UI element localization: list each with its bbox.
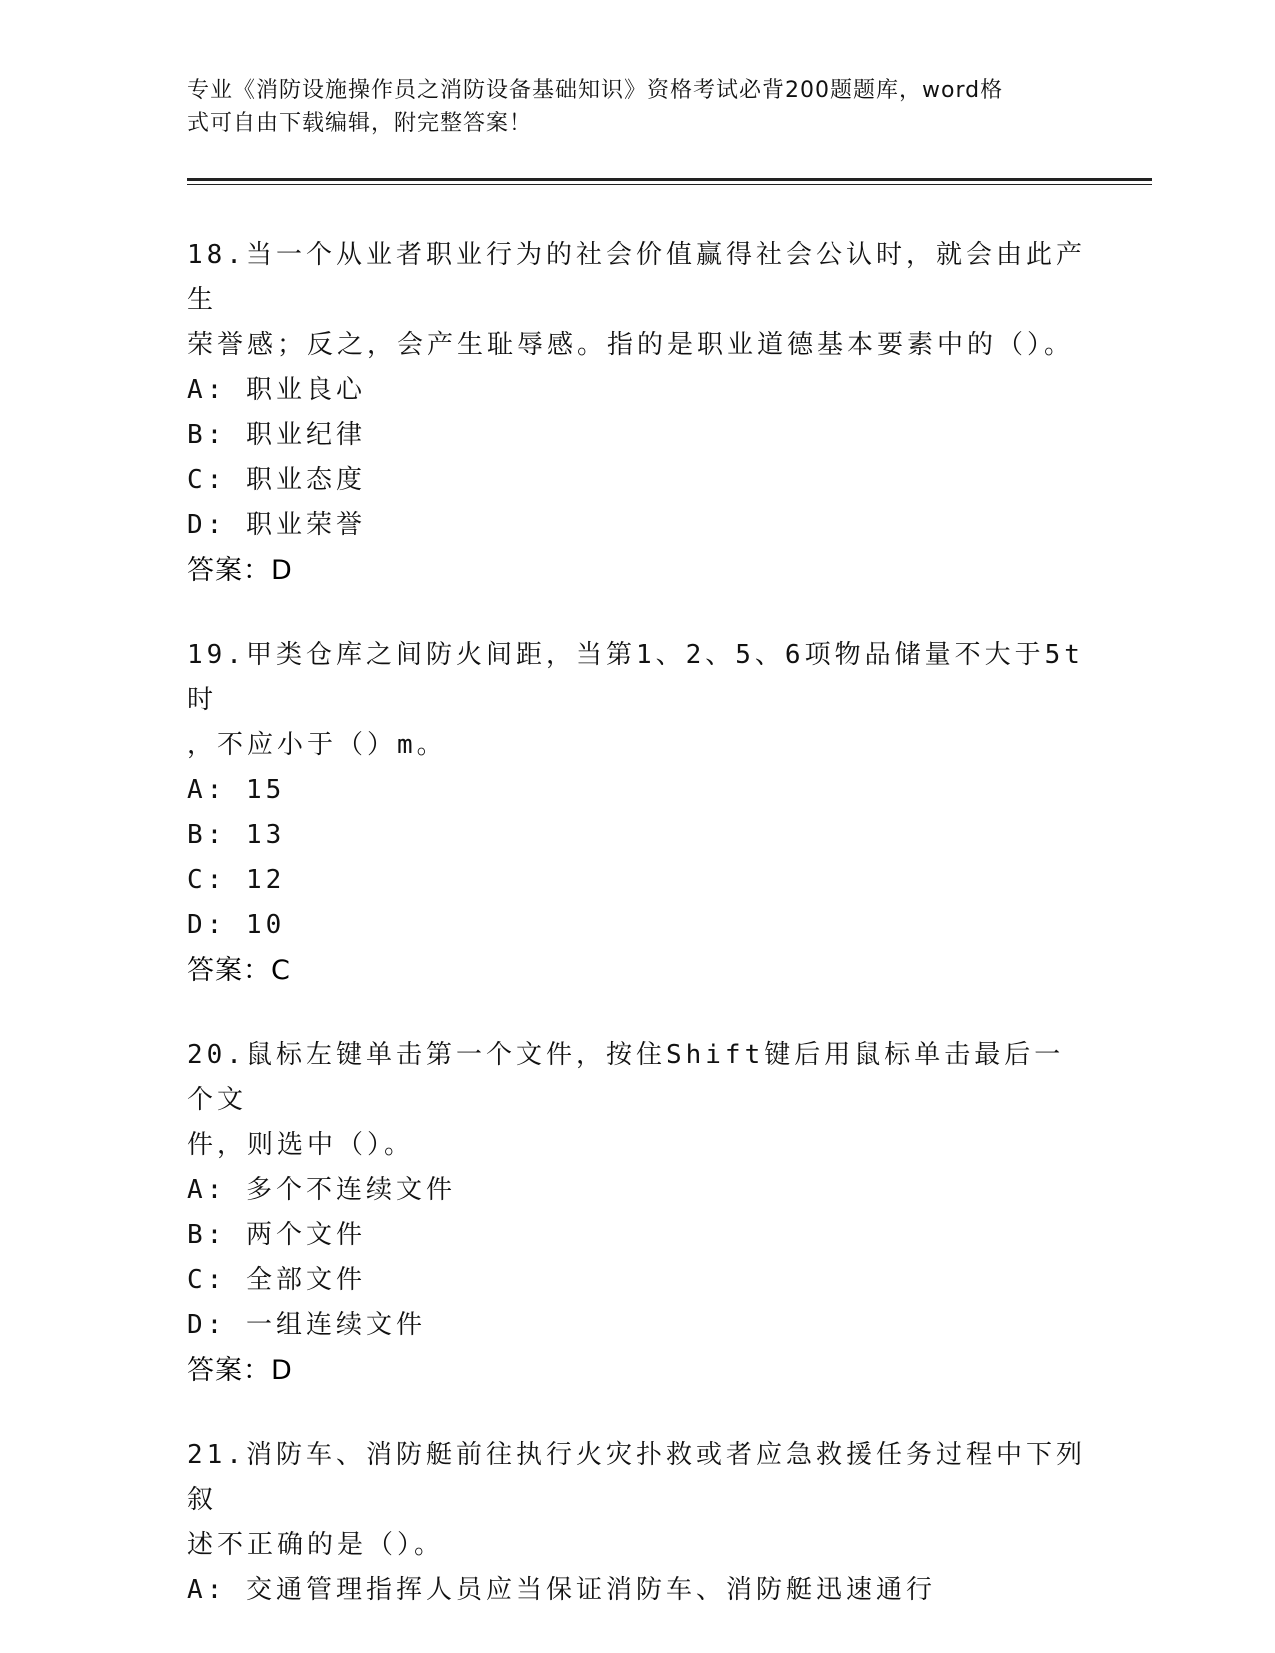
option-c: C: 全部文件: [187, 1265, 366, 1295]
option-b: B: 13: [187, 820, 286, 850]
question-19: [187, 633, 1087, 993]
question-text-line: ，不应小于（）m。: [187, 730, 447, 760]
answer: 答案：D: [187, 555, 293, 586]
question-text-line: 件，则选中（）。: [187, 1130, 415, 1160]
document-header: [187, 74, 1067, 140]
option-c: C: 12: [187, 865, 286, 895]
question-20: [187, 1033, 1087, 1393]
option-a: A: 交通管理指挥人员应当保证消防车、消防艇迅速通行: [187, 1575, 936, 1605]
option-c: C: 职业态度: [187, 465, 366, 495]
option-a: A: 多个不连续文件: [187, 1175, 456, 1205]
answer: 答案：D: [187, 1355, 293, 1386]
question-text-line: 21.消防车、消防艇前往执行火灾扑救或者应急救援任务过程中下列叙: [187, 1440, 1086, 1515]
option-b: B: 职业纪律: [187, 420, 366, 450]
option-b: B: 两个文件: [187, 1220, 366, 1250]
option-d: D: 10: [187, 910, 286, 940]
question-text: [187, 233, 1087, 368]
header-divider-thick: [187, 178, 1152, 181]
option-d: D: 职业荣誉: [187, 510, 366, 540]
question-text: [187, 1433, 1087, 1568]
option-a: A: 15: [187, 775, 286, 805]
question-list: [187, 233, 1087, 1653]
question-text-line: 19.甲类仓库之间防火间距，当第1、2、5、6项物品储量不大于5t时: [187, 640, 1084, 715]
answer: 答案：C: [187, 955, 291, 986]
option-d: D: 一组连续文件: [187, 1310, 426, 1340]
question-text-line: 荣誉感；反之，会产生耻辱感。指的是职业道德基本要素中的（）。: [187, 330, 1075, 360]
header-divider-thin: [187, 184, 1152, 185]
header-line-2: 式可自由下载编辑，附完整答案！: [187, 111, 533, 136]
question-text: [187, 633, 1087, 768]
question-text-line: 20.鼠标左键单击第一个文件，按住Shift键后用鼠标单击最后一个文: [187, 1040, 1065, 1115]
option-a: A: 职业良心: [187, 375, 366, 405]
question-18: [187, 233, 1087, 593]
question-21: [187, 1433, 1087, 1613]
header-line-1: 专业《消防设施操作员之消防设备基础知识》资格考试必背200题题库，word格: [187, 78, 1004, 103]
question-text-line: 述不正确的是（）。: [187, 1530, 445, 1560]
question-text: [187, 1033, 1087, 1168]
question-text-line: 18.当一个从业者职业行为的社会价值赢得社会公认时，就会由此产生: [187, 240, 1086, 315]
